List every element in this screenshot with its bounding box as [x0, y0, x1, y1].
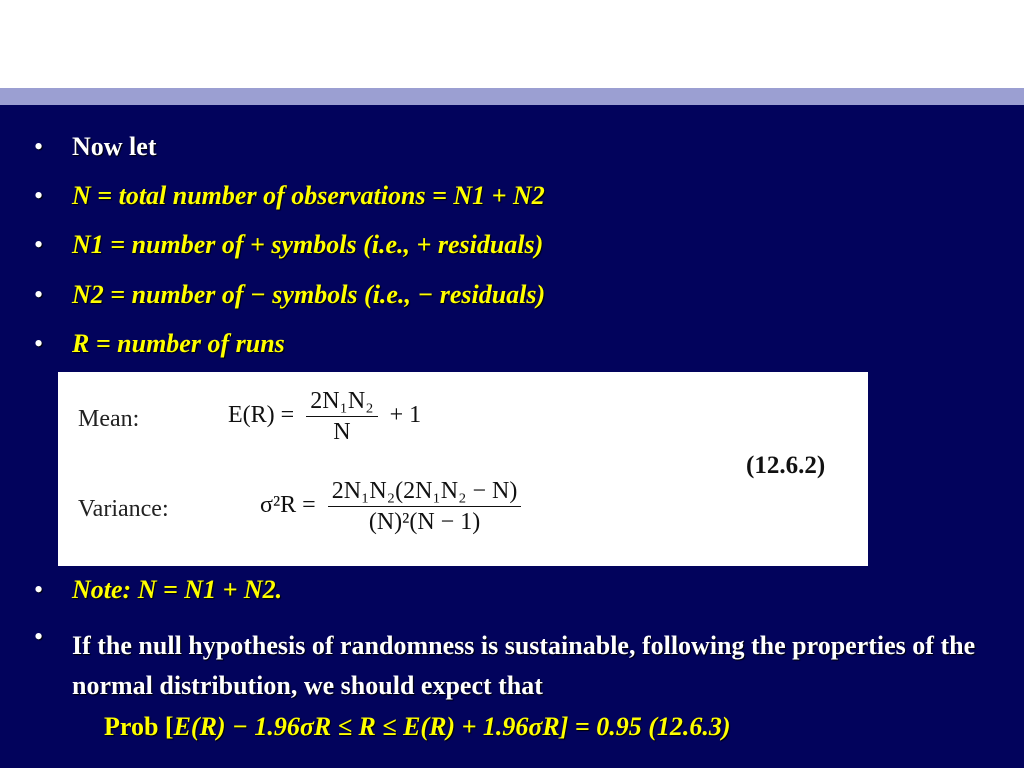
variance-formula — [260, 476, 527, 537]
bullet-dot: • — [34, 280, 44, 309]
bullet-dot: • — [34, 132, 44, 161]
bullet-text: Now let — [72, 132, 157, 161]
equation-number: (12.6.2) — [746, 452, 826, 479]
bullet-text: R = number of runs — [72, 329, 285, 358]
variance-fraction — [328, 476, 522, 537]
variance-numerator: 2N₁N₂(2N₁N₂ − N) — [328, 476, 522, 507]
bullet-text: Note: N = N1 + N2. — [72, 575, 283, 604]
bullet-dot: • — [34, 230, 44, 259]
bullet-dot: • — [34, 329, 44, 358]
mean-lhs: E(R) = — [228, 402, 295, 429]
null-hypothesis-text: If the null hypothesis of randomness is sustainable, following the properties of the normal distribution, we should expect that — [72, 631, 976, 700]
variance-lhs: σ²R = — [260, 492, 316, 519]
bullet-dot: • — [34, 575, 44, 604]
bullet-dot: • — [34, 181, 44, 210]
variance-denominator: (N)²(N − 1) — [368, 509, 481, 535]
bullet-text: N1 = number of + symbols (i.e., + residuals) — [72, 230, 544, 259]
mean-denominator: N — [333, 419, 351, 445]
bullet-dot: • — [34, 622, 44, 651]
mean-fraction — [306, 386, 377, 447]
prob-equation-number: (12.6.3) — [648, 712, 731, 741]
bullet-text: N = total number of observations = N1 + N2 — [72, 181, 545, 210]
mean-label: Mean: — [78, 406, 140, 432]
probability-statement — [104, 712, 731, 742]
bullet-text: N2 = number of − symbols (i.e., − residuals) — [72, 280, 546, 309]
variance-label: Variance: — [78, 496, 169, 522]
prob-body: E(R) − 1.96σR ≤ R ≤ E(R) + 1.96σR] = 0.95 — [173, 712, 642, 741]
mean-formula — [228, 386, 421, 447]
prob-prefix: Prob [ — [104, 712, 174, 741]
slide-title-area — [0, 0, 1024, 88]
mean-tail: + 1 — [389, 402, 422, 429]
header-band — [0, 88, 1024, 105]
formula-image — [58, 372, 868, 566]
mean-numerator: 2N₁N₂ — [306, 386, 377, 417]
